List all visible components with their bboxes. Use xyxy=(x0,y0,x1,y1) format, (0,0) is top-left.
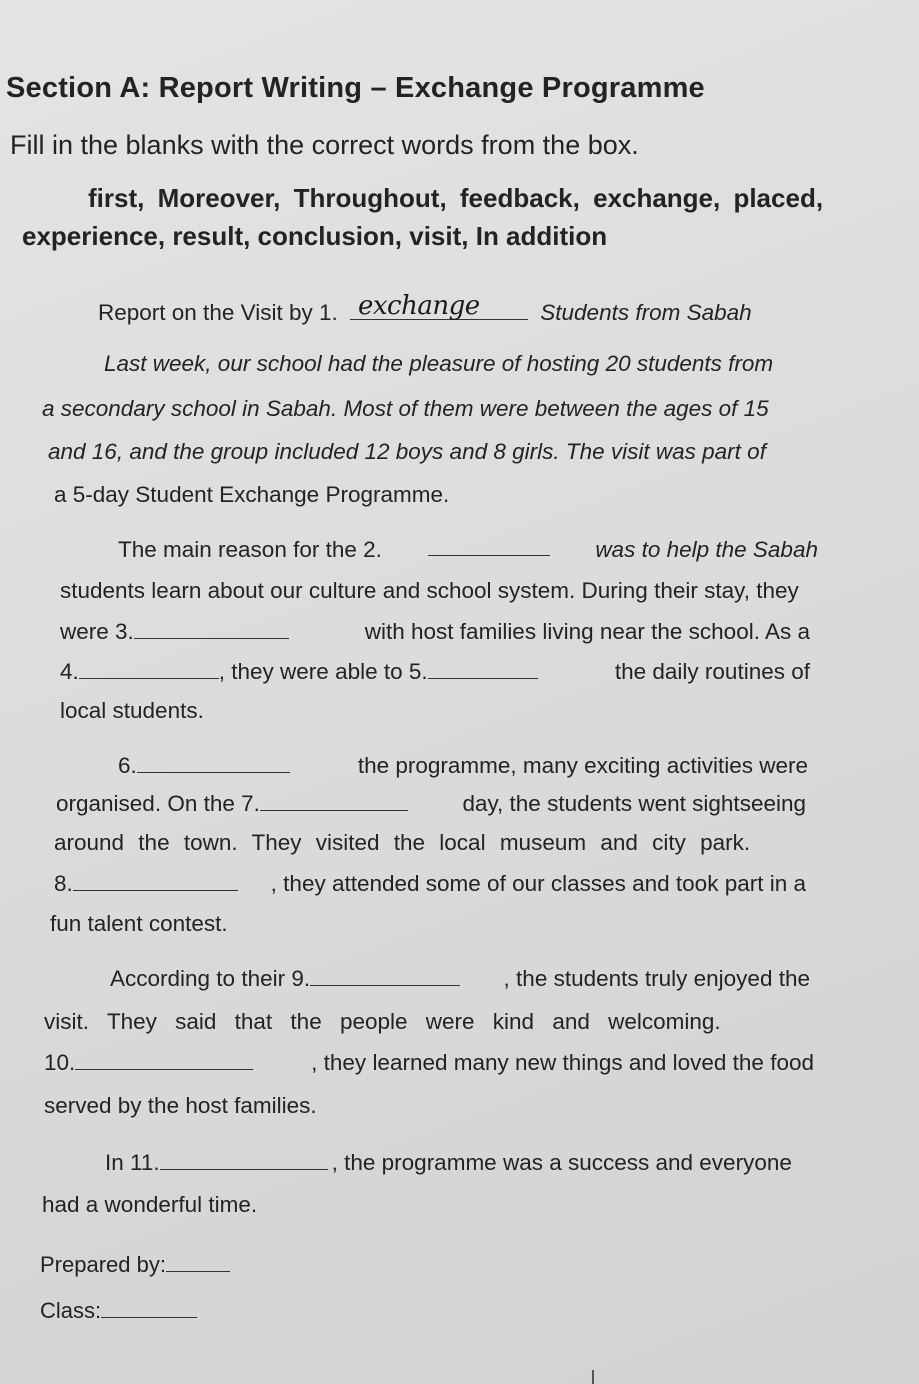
p2-line-3-a: were 3. xyxy=(60,619,134,644)
p3-line-1-a: 6. xyxy=(118,753,137,778)
report-title xyxy=(98,291,752,326)
blank-10[interactable] xyxy=(75,1051,253,1070)
p2-line-4-a: 4. xyxy=(60,659,79,684)
p5-line-1 xyxy=(105,1150,792,1176)
blank-2[interactable] xyxy=(428,537,550,556)
p3-line-2-a: organised. On the 7. xyxy=(56,791,260,816)
p2-line-5: local students. xyxy=(60,698,204,723)
p1-line-1: Last week, our school had the pleasure of hosting 20 students from xyxy=(104,351,774,376)
p4-line-4: served by the host families. xyxy=(44,1093,317,1118)
prepared-by xyxy=(40,1252,230,1278)
p2-line-4-b: , they were able to 5. xyxy=(218,659,428,684)
p1-line-2: a secondary school in Sabah. Most of them were between the ages of 15 xyxy=(42,396,769,421)
p3-line-1-b: the programme, many exciting activities were xyxy=(357,753,808,778)
p4-line-1-b: , the students truly enjoyed the xyxy=(503,966,810,991)
p3-line-1 xyxy=(118,753,808,779)
p3-line-2-b: day, the students went sightseeing xyxy=(462,791,806,816)
p4-line-2: visit. They said that the people were kind and welcoming. xyxy=(44,1009,721,1034)
blank-6[interactable] xyxy=(137,754,290,773)
p5-line-1-b: , the programme was a success and everyone xyxy=(331,1150,792,1175)
p3-line-3: around the town. They visited the local museum and city park. xyxy=(54,830,751,855)
class-field xyxy=(40,1298,197,1324)
instruction: Fill in the blanks with the correct words from the box. xyxy=(10,130,639,160)
blank-5[interactable] xyxy=(428,660,538,679)
p4-line-3 xyxy=(44,1050,814,1076)
p2-line-4-c: the daily routines of xyxy=(614,659,810,684)
p2-line-1 xyxy=(118,537,818,563)
p4-line-3-a: 10. xyxy=(44,1050,76,1075)
blank-11[interactable] xyxy=(160,1151,328,1170)
section-title: Section A: Report Writing – Exchange Programme xyxy=(6,72,705,104)
p3-line-4-a: 8. xyxy=(54,871,73,896)
blank-8[interactable] xyxy=(73,872,238,891)
word-box-line-2: experience, result, conclusion, visit, In addition xyxy=(22,221,608,251)
p3-line-5: fun talent contest. xyxy=(50,911,228,936)
p5-line-2: had a wonderful time. xyxy=(42,1192,258,1217)
blank-7[interactable] xyxy=(260,792,408,811)
p2-line-1-b: was to help the Sabah xyxy=(595,537,818,562)
p4-line-3-b: , they learned many new things and loved the food xyxy=(311,1050,814,1075)
prepared-by-blank[interactable] xyxy=(166,1253,230,1272)
p1-line-3: and 16, and the group included 12 boys and 8 girls. The visit was part of xyxy=(48,439,766,464)
p2-line-2: students learn about our culture and school system. During their stay, they xyxy=(60,578,799,603)
prepared-by-label: Prepared by: xyxy=(40,1252,166,1277)
report-title-prefix: Report on the Visit by 1. xyxy=(98,300,338,325)
blank-4[interactable] xyxy=(79,660,219,679)
p3-line-2 xyxy=(56,791,806,817)
class-blank[interactable] xyxy=(101,1299,197,1318)
p2-line-3-b: with host families living near the school. As a xyxy=(364,619,810,644)
blank-9[interactable] xyxy=(310,967,460,986)
class-label: Class: xyxy=(40,1298,102,1323)
p2-line-1-a: The main reason for the 2. xyxy=(118,537,382,562)
p2-line-4 xyxy=(60,659,810,685)
p3-line-4 xyxy=(54,871,806,897)
report-title-suffix: Students from Sabah xyxy=(540,300,752,325)
p4-line-1-a: According to their 9. xyxy=(110,966,311,991)
blank-3[interactable] xyxy=(134,620,289,639)
page-mark xyxy=(592,1370,594,1384)
handwritten-answer-1: exchange xyxy=(358,291,480,321)
blank-1[interactable] xyxy=(350,291,528,321)
p1-line-4: a 5-day Student Exchange Programme. xyxy=(54,482,450,507)
word-box-line-1: first, Moreover, Throughout, feedback, exchange, placed, xyxy=(88,183,824,213)
p5-line-1-a: In 11. xyxy=(105,1150,160,1175)
p2-line-3 xyxy=(60,619,810,645)
p4-line-1 xyxy=(110,966,810,992)
p3-line-4-b: , they attended some of our classes and took part in a xyxy=(270,871,806,896)
